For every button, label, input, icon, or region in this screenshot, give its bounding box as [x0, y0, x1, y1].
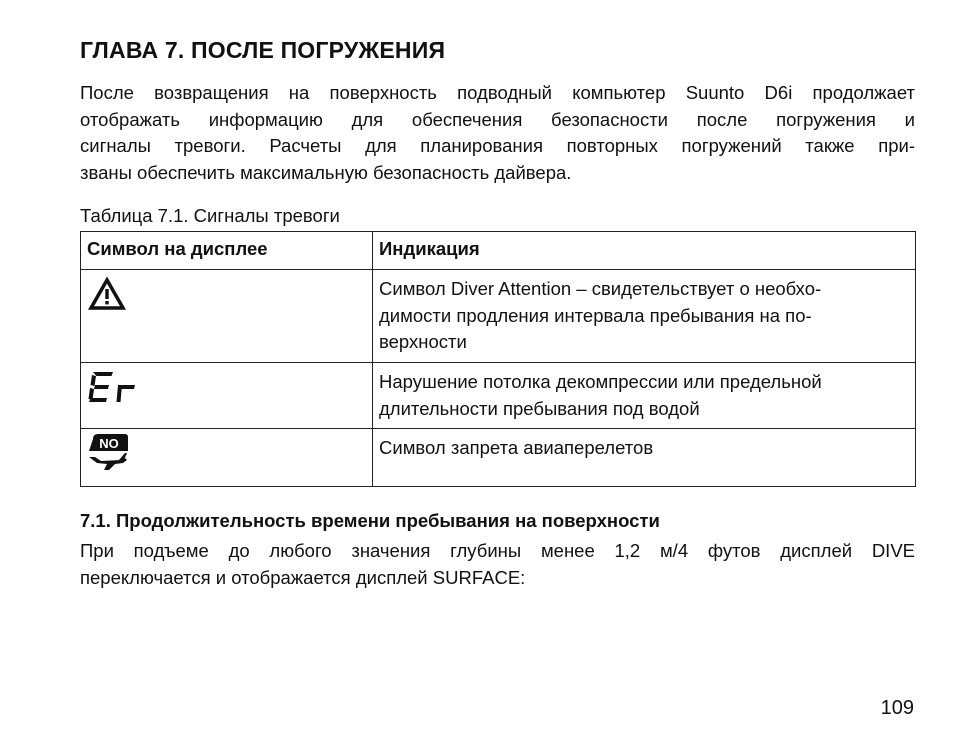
indication-line: Символ запрета авиаперелетов	[379, 437, 654, 458]
symbol-cell	[81, 363, 373, 429]
table-header-row	[81, 232, 916, 270]
indication-cell	[373, 270, 916, 363]
indication-cell	[373, 363, 916, 429]
section-line: При подъеме до любого значения глубины менее 1,2 м/4 футов дисплей DIVE	[80, 540, 915, 561]
alarm-table	[80, 231, 916, 487]
page-title: ГЛАВА 7. ПОСЛЕ ПОГРУЖЕНИЯ	[80, 37, 446, 63]
table-row	[81, 429, 916, 487]
indication-line: верхности	[379, 331, 467, 352]
page-number: 109	[880, 697, 914, 719]
symbol-cell	[81, 429, 373, 487]
column-header-indication: Индикация	[373, 232, 916, 270]
indication-line: Нарушение потолка декомпрессии или предельной	[379, 371, 822, 392]
indication-cell	[373, 429, 916, 487]
indication-line: димости продления интервала пребывания на по-	[379, 304, 812, 326]
no-fly-label: NO	[99, 436, 119, 451]
indication-line: длительности пребывания под водой	[379, 397, 700, 419]
no-fly-icon	[87, 429, 137, 473]
intro-paragraph	[80, 80, 915, 186]
table-row	[81, 363, 916, 429]
intro-line: После возвращения на поверхность подводный компьютер Suunto D6i продолжает	[80, 82, 915, 103]
intro-line: званы обеспечить максимальную безопасность дайвера.	[80, 161, 572, 183]
error-er-icon	[87, 363, 143, 407]
indication-line: Символ Diver Attention – свидетельствует о необхо-	[379, 278, 822, 299]
intro-line: сигналы тревоги. Расчеты для планирования повторных погружений также при-	[80, 135, 915, 156]
table-caption: Таблица 7.1. Сигналы тревоги	[80, 205, 340, 226]
section-title: 7.1. Продолжительность времени пребывания на поверхности	[80, 510, 660, 531]
section-paragraph	[80, 538, 915, 591]
table-row	[81, 270, 916, 363]
warning-triangle-icon	[87, 270, 127, 310]
section-line: переключается и отображается дисплей SURFACE:	[80, 566, 526, 588]
column-header-symbol: Символ на дисплее	[81, 232, 373, 270]
symbol-cell	[81, 270, 373, 363]
intro-line: отображать информацию для обеспечения безопасности после погружения и	[80, 108, 915, 130]
